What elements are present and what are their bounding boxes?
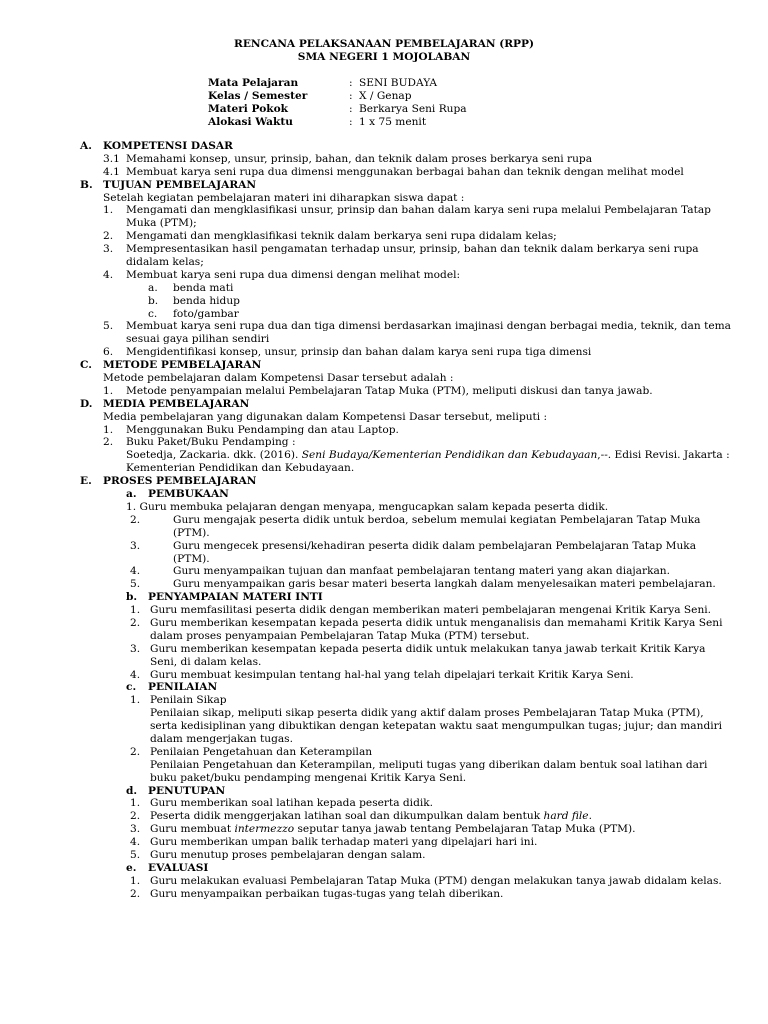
list-item	[0, 320, 768, 333]
item-text: buku paket/buku pendamping mengenai Kritik Karya Seni.	[150, 771, 467, 784]
item-number: 2.	[103, 436, 114, 449]
subsection-marker: a.	[126, 488, 137, 501]
item-number: 3.	[130, 642, 141, 655]
item-number: 1.	[103, 384, 114, 397]
school-name: SMA NEGERI 1 MOJOLABAN	[297, 51, 471, 63]
item-text-post: .	[588, 810, 592, 823]
subsection-marker: e.	[126, 861, 137, 874]
list-item	[0, 888, 768, 901]
item-text: Muka (PTM);	[126, 217, 197, 230]
item-text: Guru memfasilitasi peserta didik dengan memberikan materi pembelajaran mengenai Kritik Karya Seni.	[150, 604, 712, 617]
item-text-emphasis: intermezzo	[234, 823, 295, 836]
item-text: Seni, di dalam kelas.	[150, 655, 262, 668]
item-text-emphasis: hard file	[543, 810, 589, 823]
item-number: 1.	[103, 204, 114, 217]
item-text: Guru menyampaikan perbaikan tugas-tugas yang telah diberikan.	[150, 887, 504, 900]
item-number: 5.	[130, 848, 141, 861]
item-number: 4.1	[103, 165, 120, 178]
section-heading	[0, 398, 768, 411]
item-text: Membuat karya seni rupa dua dimensi menggunakan berbagai bahan dan teknik dengan melihat model	[126, 165, 684, 178]
list-item-continuation	[0, 333, 768, 346]
section-intro	[0, 372, 768, 385]
sub-list-item	[0, 295, 768, 308]
item-number: 5.	[103, 320, 114, 333]
item-text: sesuai gaya pilihan sendiri	[126, 333, 270, 346]
item-text: serta kedisiplinan yang dibuktikan dengan ketepatan waktu saat mengumpulkan tugas; jujur; dan mandiri	[150, 720, 723, 733]
list-item	[0, 694, 768, 707]
sub-item-text: benda mati	[173, 281, 234, 294]
document-body	[0, 140, 768, 901]
reference-line	[0, 449, 768, 462]
meta-label: Mata Pelajaran	[208, 77, 299, 89]
item-number: 4.	[130, 668, 141, 681]
item-number: 2.	[130, 616, 141, 629]
item-number: 2.	[130, 745, 141, 758]
section-marker: A.	[80, 140, 92, 152]
meta-row-time	[208, 116, 508, 129]
item-text: Guru mengajak peserta didik untuk berdoa, sebelum memulai kegiatan Pembelajaran Tatap Muka	[173, 513, 701, 526]
list-item	[0, 617, 768, 630]
section-intro	[0, 411, 768, 424]
section-heading	[0, 179, 768, 192]
list-item	[0, 436, 768, 449]
intro-text: Setelah kegiatan pembelajaran materi ini diharapkan siswa dapat :	[103, 191, 465, 204]
item-number: 1.	[130, 797, 141, 810]
subsection-heading	[0, 591, 768, 604]
list-item	[0, 836, 768, 849]
item-text: Guru menyampaikan garis besar materi beserta langkah dalam menyelesaikan materi pembelajaran.	[173, 578, 716, 591]
list-item	[0, 746, 768, 759]
item-text: Guru memberikan umpan balik terhadap materi yang dipelajari hari ini.	[150, 836, 538, 849]
item-number: 4.	[130, 836, 141, 849]
item-number: 4.	[130, 565, 141, 578]
meta-value: X / Genap	[359, 89, 412, 102]
subsection-title: PENYAMPAIAN MATERI INTI	[148, 591, 323, 604]
item-title: Penilaian Pengetahuan dan Keterampilan	[150, 745, 373, 758]
meta-label: Materi Pokok	[208, 102, 289, 115]
item-text: dalam proses penyampaian Pembelajaran Tatap Muka (PTM) tersebut.	[150, 629, 530, 642]
meta-label: Kelas / Semester	[208, 89, 308, 102]
item-text: Guru memberikan kesempatan kepada peserta didik untuk melakukan tanya jawab terkait Kritik Karya	[150, 642, 706, 655]
list-item	[0, 166, 768, 179]
item-text: Metode penyampaian melalui Pembelajaran Tatap Muka (PTM), meliputi diskusi dan tanya jawab.	[126, 384, 653, 397]
sub-item-letter: a.	[148, 281, 158, 294]
list-item-continuation	[0, 217, 768, 230]
item-text-post: seputar tanya jawab tentang Pembelajaran Tatap Muka (PTM).	[294, 823, 636, 836]
section-title: KOMPETENSI DASAR	[103, 140, 233, 152]
reference-line	[0, 462, 768, 475]
item-text: Membuat karya seni rupa dua dan tiga dimensi berdasarkan imajinasi dengan berbagai media, teknik, dan tema	[126, 320, 731, 333]
section-intro	[0, 192, 768, 205]
list-item	[0, 269, 768, 282]
list-item	[0, 849, 768, 862]
list-item	[0, 501, 768, 514]
subsection-heading	[0, 785, 768, 798]
list-item-continuation	[0, 720, 768, 733]
list-item-continuation	[0, 553, 768, 566]
sub-list-item	[0, 308, 768, 321]
section-marker: B.	[80, 178, 93, 191]
item-number: 1.	[103, 423, 114, 436]
section-title: METODE PEMBELAJARAN	[103, 359, 262, 372]
subsection-heading	[0, 681, 768, 694]
intro-text: Media pembelajaran yang digunakan dalam Kompetensi Dasar tersebut, meliputi :	[103, 410, 548, 423]
reference-text	[126, 449, 730, 462]
meta-row-subject	[208, 77, 508, 90]
list-item-continuation	[0, 759, 768, 772]
sub-item-letter: b.	[148, 294, 159, 307]
meta-row-topic	[208, 103, 508, 116]
subsection-title: EVALUASI	[148, 861, 209, 874]
reference-edition: ,--. Edisi Revisi. Jakarta :	[597, 449, 730, 462]
meta-row-class	[208, 90, 508, 103]
section-heading	[0, 359, 768, 372]
subsection-marker: c.	[126, 681, 137, 694]
meta-label: Alokasi Waktu	[208, 115, 293, 128]
item-text: didalam kelas;	[126, 256, 204, 269]
list-item-continuation	[0, 733, 768, 746]
meta-colon: :	[349, 89, 353, 102]
list-item	[0, 230, 768, 243]
meta-value: Berkarya Seni Rupa	[359, 102, 467, 115]
subsection-heading	[0, 488, 768, 501]
list-item	[0, 578, 768, 591]
section-title: MEDIA PEMBELAJARAN	[103, 397, 250, 410]
meta-value: 1 x 75 menit	[359, 115, 427, 128]
list-item	[0, 243, 768, 256]
meta-table	[208, 77, 508, 129]
item-text: Penilaian sikap, meliputi sikap peserta didik yang aktif dalam proses Pembelajaran Tatap Muka (PTM),	[150, 707, 704, 720]
document-title: RENCANA PELAKSANAAN PEMBELAJARAN (RPP)	[234, 38, 534, 50]
item-text-pre: Peserta didik menggerjakan latihan soal dan dikumpulkan dalam bentuk	[150, 810, 544, 823]
reference-publisher: Kementerian Pendidikan dan Kebudayaan.	[126, 462, 355, 475]
list-item	[0, 797, 768, 810]
subsection-marker: b.	[126, 591, 138, 604]
list-item	[0, 514, 768, 527]
subsection-title: PENUTUPAN	[148, 784, 226, 797]
item-text: Mengamati dan mengklasifikasi unsur, prinsip dan bahan dalam karya seni rupa melalui Pembelajaran Tatap	[126, 204, 711, 217]
list-item	[0, 669, 768, 682]
item-text: Guru menutup proses pembelajaran dengan salam.	[150, 848, 426, 861]
section-marker: D.	[80, 397, 93, 410]
item-number	[126, 501, 608, 514]
section-heading	[0, 475, 768, 488]
item-text: Guru menyampaikan tujuan dan manfaat pembelajaran tentang materi yang akan diajarkan.	[173, 565, 670, 578]
item-text: dalam mengerjakan tugas.	[150, 732, 293, 745]
list-item	[0, 875, 768, 888]
item-number: 3.	[103, 243, 114, 256]
list-item	[0, 385, 768, 398]
meta-colon: :	[349, 77, 353, 89]
item-number: 2.	[103, 230, 114, 243]
list-item-continuation	[0, 527, 768, 540]
item-text: Guru memberikan kesempatan kepada peserta didik untuk menganalisis dan memahami Kritik Karya Seni	[150, 616, 723, 629]
subsection-heading	[0, 862, 768, 875]
section-heading	[0, 140, 768, 153]
item-number-text: 1.	[126, 500, 137, 513]
list-item	[0, 346, 768, 359]
list-item-continuation	[0, 630, 768, 643]
section-marker: C.	[80, 359, 92, 372]
list-item	[0, 540, 768, 553]
intro-text: Metode pembelajaran dalam Kompetensi Dasar tersebut adalah :	[103, 372, 454, 385]
item-number: 3.	[130, 823, 141, 836]
reference-book-title: Seni Budaya/Kementerian Pendidikan dan Kebudayaan	[301, 449, 598, 462]
item-number: 4.	[103, 268, 114, 281]
section-title: TUJUAN PEMBELAJARAN	[103, 178, 257, 191]
list-item	[0, 643, 768, 656]
item-number: 1.	[130, 604, 141, 617]
list-item	[0, 810, 768, 823]
item-number: 3.	[130, 539, 141, 552]
reference-author: Soetedja, Zackaria. dkk. (2016).	[126, 449, 299, 462]
item-number: 5.	[130, 578, 141, 591]
item-text: Menggunakan Buku Pendamping dan atau Laptop.	[126, 423, 399, 436]
list-item-continuation	[0, 256, 768, 269]
subsection-marker: d.	[126, 784, 138, 797]
item-text-pre: Guru membuat	[150, 823, 235, 836]
item-text: Mengidentifikasi konsep, unsur, prinsip dan bahan dalam karya seni rupa tiga dimensi	[126, 346, 592, 359]
item-number: 2.	[130, 810, 141, 823]
meta-colon: :	[349, 115, 353, 128]
sub-list-item	[0, 282, 768, 295]
subsection-title: PENILAIAN	[148, 681, 218, 694]
item-text: Guru melakukan evaluasi Pembelajaran Tatap Muka (PTM) dengan melakukan tanya jawab didalam kelas.	[150, 874, 722, 887]
section-marker: E.	[80, 475, 92, 488]
item-text: (PTM).	[173, 552, 210, 565]
item-text: Mempresentasikan hasil pengamatan terhadap unsur, prinsip, bahan dan teknik dalam berkarya seni rupa	[126, 243, 699, 256]
item-text	[150, 823, 636, 836]
item-text: Membuat karya seni rupa dua dimensi dengan melihat model:	[126, 268, 461, 281]
item-text: Guru mengecek presensi/kehadiran peserta didik dalam pembelajaran Pembelajaran Tatap Muka	[173, 539, 697, 552]
item-number: 2.	[130, 887, 141, 900]
item-title: Penilain Sikap	[150, 694, 227, 707]
list-item	[0, 604, 768, 617]
item-text: Buku Paket/Buku Pendamping :	[126, 436, 296, 449]
list-item	[0, 424, 768, 437]
item-text: Penilaian Pengetahuan dan Keterampilan, meliputi tugas yang diberikan dalam bentuk soal latihan dari	[150, 758, 708, 771]
item-number: 1.	[130, 694, 141, 707]
meta-colon: :	[349, 102, 353, 115]
list-item-continuation	[0, 656, 768, 669]
item-text: Guru memberikan soal latihan kepada peserta didik.	[150, 797, 434, 810]
meta-value: SENI BUDAYA	[359, 77, 438, 89]
item-number: 1.	[130, 874, 141, 887]
list-item	[0, 153, 768, 166]
item-number: 2.	[130, 513, 141, 526]
list-item	[0, 204, 768, 217]
sub-item-letter: c.	[148, 307, 158, 320]
item-text: (PTM).	[173, 526, 210, 539]
item-number: 3.1	[103, 152, 120, 165]
item-text: Mengamati dan mengklasifikasi teknik dalam berkarya seni rupa didalam kelas;	[126, 230, 557, 243]
item-text: Memahami konsep, unsur, prinsip, bahan, dan teknik dalam proses berkarya seni rupa	[126, 152, 593, 165]
item-number: 6.	[103, 346, 114, 359]
item-text	[150, 810, 592, 823]
list-item-continuation	[0, 772, 768, 785]
sub-item-text: benda hidup	[173, 294, 240, 307]
list-item	[0, 823, 768, 836]
list-item-continuation	[0, 707, 768, 720]
sub-item-text: foto/gambar	[173, 307, 239, 320]
subsection-title: PEMBUKAAN	[148, 488, 229, 501]
list-item	[0, 565, 768, 578]
item-text: Guru membuka pelajaran dengan menyapa, mengucapkan salam kepada peserta didik.	[139, 500, 609, 513]
section-title: PROSES PEMBELAJARAN	[103, 475, 257, 488]
item-text: Guru membuat kesimpulan tentang hal-hal yang telah dipelajari terkait Kritik Karya Seni.	[150, 668, 634, 681]
